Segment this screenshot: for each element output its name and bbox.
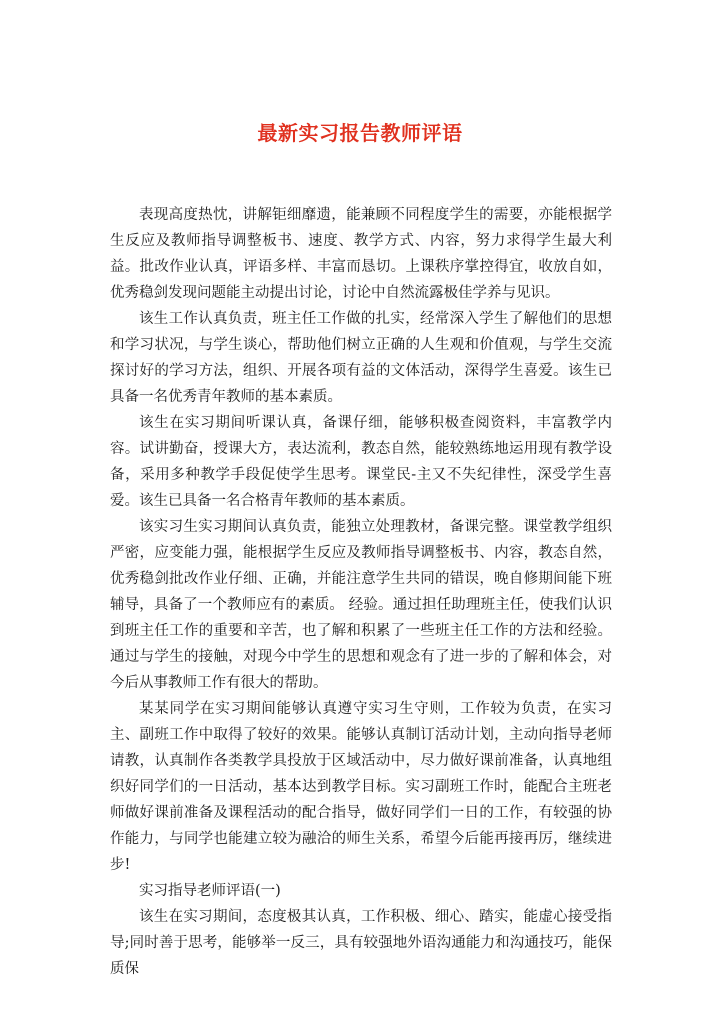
- paragraph: 该生在实习期间，态度极其认真，工作积极、细心、踏实，能虚心接受指导;同时善于思考，能够举一反三，具有较强地外语沟通能力和沟通技巧，能保质保: [110, 909, 612, 977]
- paragraph: 某某同学在实习期间能够认真遵守实习生守则，工作较为负责，在实习主、副班工作中取得了较好的效果。能够认真制订活动计划，主动向指导老师请教，认真制作各类教学具投放于区域活动中，尽力做好课前准备，认真地组织好同学们的一日活动，基本达到教学目标。实习副班工作时，能配合主班老师做好课前准备及课程活动的配合指导，做好同学们一日的工作，有较强的协作能力，与同学也能建立较为融洽的师生关系，希望今后能再接再厉，继续进步!: [110, 701, 612, 873]
- paragraph: 该生工作认真负责，班主任工作做的扎实，经常深入学生了解他们的思想和学习状况，与学生谈心，帮助他们树立正确的人生观和价值观，与学生交流探讨好的学习方法，组织、开展各项有益的文体活动，深得学生喜爱。该生已具备一名优秀青年教师的基本素质。: [110, 311, 612, 405]
- paragraph: 表现高度热忱，讲解钜细靡遗，能兼顾不同程度学生的需要，亦能根据学生反应及教师指导调整板书、速度、教学方式、内容，努力求得学生最大利益。批改作业认真，评语多样、丰富而恳切。上课秩序掌控得宜，收放自如，优秀稳剑发现问题能主动提出讨论，讨论中自然流露极佳学养与见识。: [110, 207, 612, 301]
- document-body: [110, 202, 612, 982]
- paragraph: 该生在实习期间听课认真，备课仔细，能够积极查阅资料，丰富教学内容。试讲勤奋，授课大方，表达流利，教态自然，能较熟练地运用现有教学设备，采用多种教学手段促使学生思考。课堂民-主又不失纪律性，深受学生喜爱。该生已具备一名合格青年教师的基本素质。: [110, 415, 612, 509]
- paragraph: 该实习生实习期间认真负责，能独立处理教材，备课完整。课堂教学组织严密，应变能力强，能根据学生反应及教师指导调整板书、内容，教态自然，优秀稳剑批改作业仔细、正确，并能注意学生共同的错误，晚自修期间能下班辅导，具备了一个教师应有的素质。 经验。通过担任助理班主任，使我们认识到班主任工作的重要和辛苦，也了解和积累了一些班主任工作的方法和经验。通过与学生的接触，对现今中学生的思想和观念有了进一步的了解和体会，对今后从事教师工作有很大的帮助。: [110, 519, 612, 691]
- section-heading: 实习指导老师评语(一): [139, 883, 281, 899]
- document-title: 最新实习报告教师评语: [257, 121, 463, 145]
